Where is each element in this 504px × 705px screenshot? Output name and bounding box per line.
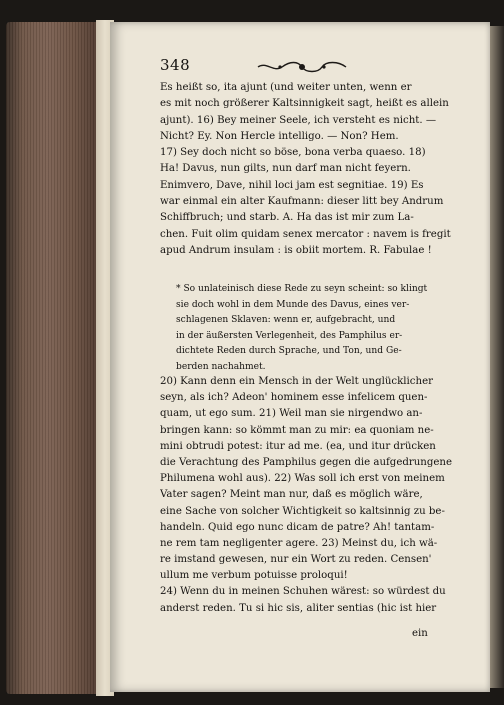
text-line: Philumena wohl aus). 22) Was soll ich erst von meinem	[160, 473, 445, 485]
page-header	[160, 56, 450, 78]
text-line: 24) Wenn du in meinen Schuhen wärest: so würdest du	[160, 586, 446, 598]
text-line: ullum me verbum potuisse proloqui!	[160, 570, 348, 582]
text-line: Ha! Davus, nun gilts, nun darf man nicht feyern.	[160, 163, 411, 175]
right-page-edge	[490, 26, 504, 688]
text-line: 20) Kann denn ein Mensch in der Welt unglücklicher	[160, 376, 433, 387]
text-line: 17) Sey doch nicht so böse, bona verba quaeso. 18)	[160, 147, 426, 159]
footnote-line: sie doch wohl in dem Munde des Davus, eines ver-	[176, 299, 410, 310]
text-line: anderst reden. Tu si hic sis, aliter sentias (hic ist hier	[160, 602, 437, 614]
footnote-line: berden nachahmet.	[176, 361, 266, 372]
footnote-line: schlagenen Sklaven: wenn er, aufgebracht, und	[176, 315, 396, 326]
footnote	[176, 282, 458, 376]
text-line: seyn, als ich? Adeon' hominem esse infelicem quen-	[160, 392, 428, 404]
page-edge-stripes	[6, 22, 98, 694]
text-line: chen. Fuit olim quidam senex mercator : navem is fregit	[160, 228, 451, 240]
footnote-line: * So unlateinisch diese Rede zu seyn scheint: so klingt	[176, 284, 428, 294]
catchword: ein	[412, 628, 428, 639]
text-line: bringen kann: so kömmt man zu mir: ea quoniam ne-	[160, 424, 434, 436]
text-line: apud Andrum insulam : is obiit mortem. R. Fabulae !	[160, 244, 432, 256]
footnote-line: dichtete Reden durch Sprache, und Ton, und Ge-	[176, 346, 402, 357]
page-number: 348	[160, 56, 191, 74]
text-line: re imstand gewesen, nur ein Wort zu reden. Censen'	[160, 554, 432, 566]
text-line: quam, ut ego sum. 21) Weil man sie nirgendwo an-	[160, 408, 423, 420]
header-ornament-icon	[256, 60, 348, 74]
text-line: es mit noch größerer Kaltsinnigkeit sagt, heißt es allein	[160, 98, 449, 110]
text-line: handeln. Quid ego nunc dicam de patre? Ah! tantam-	[160, 521, 435, 533]
text-line: Es heißt so, ita ajunt (und weiter unten, wenn er	[160, 82, 412, 93]
book-page	[110, 22, 490, 692]
text-line: ajunt). 16) Bey meiner Seele, ich versteht es nicht. —	[160, 114, 437, 126]
text-line: ne rem tam negligenter agere. 23) Meinst du, ich wä-	[160, 537, 438, 549]
text-line: mini obtrudi potest: itur ad me. (ea, und itur drücken	[160, 440, 436, 452]
text-line: Enimvero, Dave, nihil loci jam est segnitiae. 19) Es	[160, 179, 424, 191]
footnote-line: in der äußersten Verlegenheit, des Pamphilus er-	[176, 330, 403, 341]
text-line: Schiffbruch; und starb. A. Ha das ist mir zum La-	[160, 212, 414, 224]
lower-text	[160, 374, 456, 617]
text-line: Nicht? Ey. Non Hercle intelligo. — Non? Hem.	[160, 130, 399, 142]
text-line: Vater sagen? Meint man nur, daß es möglich wäre,	[160, 489, 423, 501]
main-text	[160, 80, 456, 259]
text-line: die Verachtung des Pamphilus gegen die aufgedrungene	[160, 456, 453, 468]
text-line: war einmal ein alter Kaufmann: dieser litt bey Andrum	[160, 196, 444, 208]
text-line: eine Sache von solcher Wichtigkeit so kaltsinnig zu be-	[160, 505, 445, 517]
book-page-edges	[6, 22, 98, 694]
